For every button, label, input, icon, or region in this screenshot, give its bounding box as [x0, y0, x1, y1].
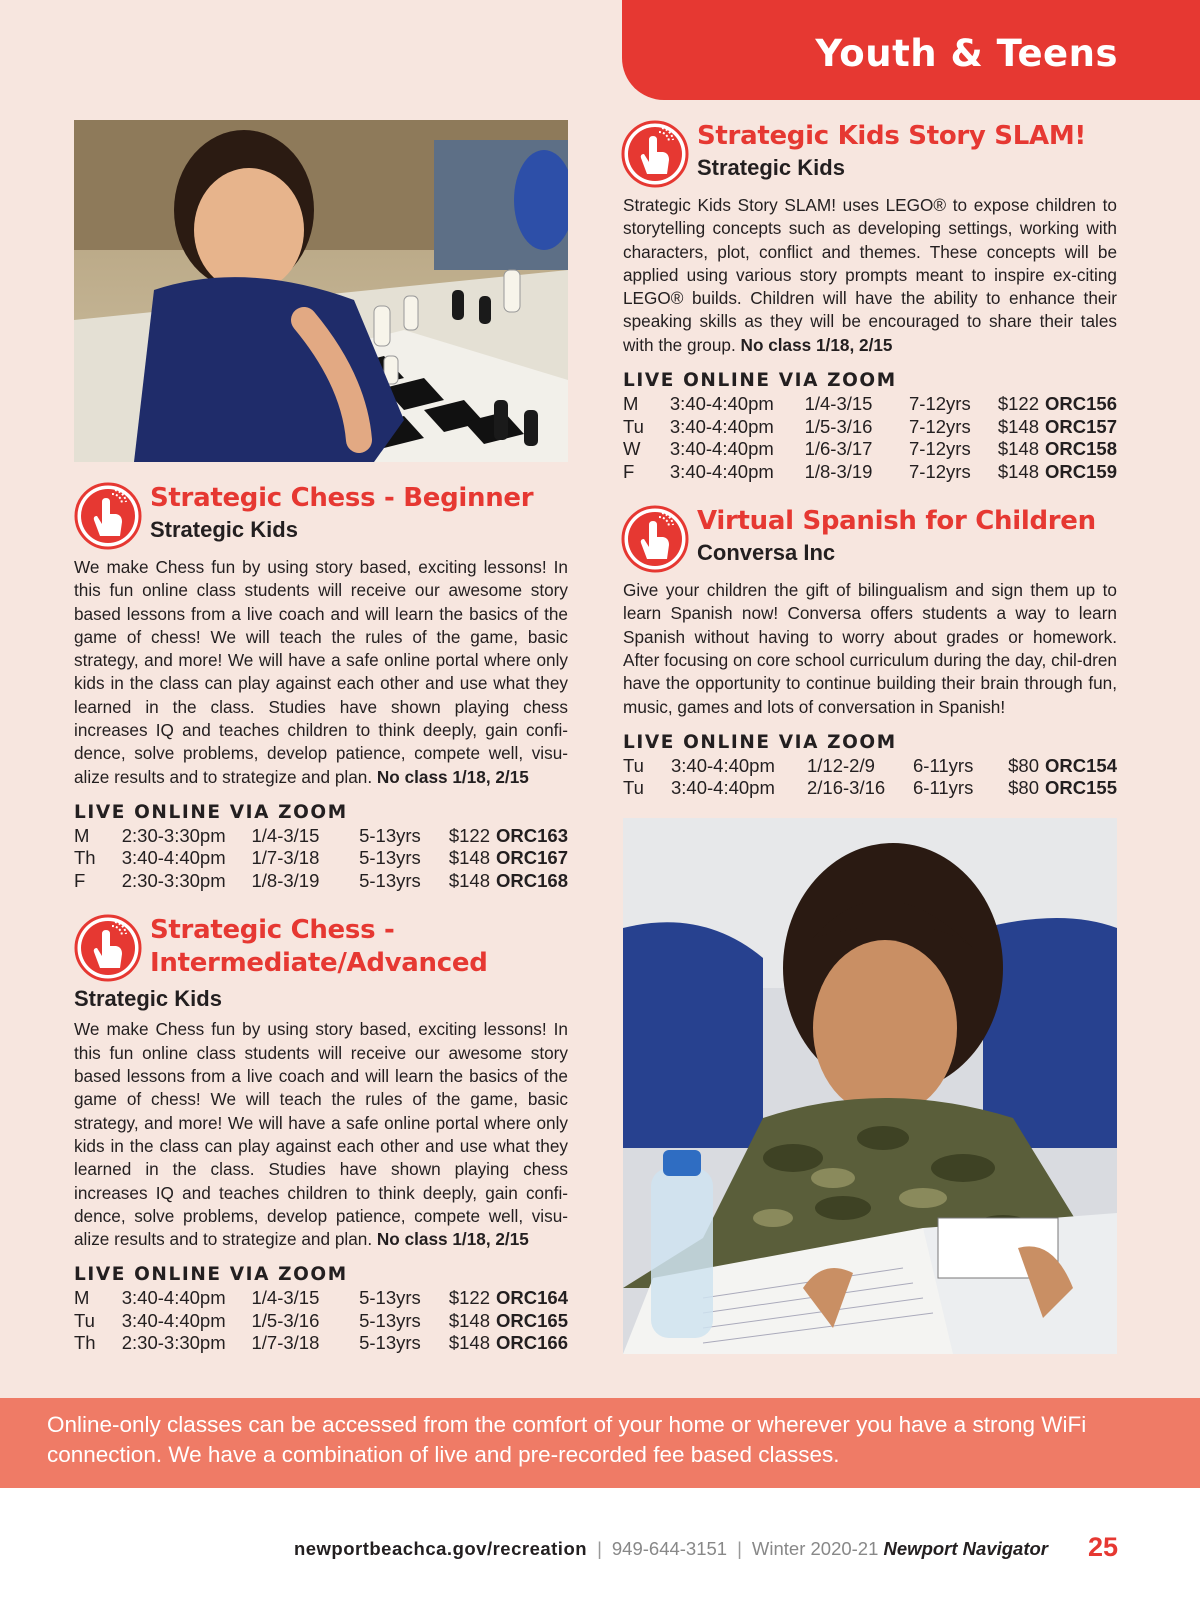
hand-touch-icon [74, 914, 142, 982]
right-column [623, 120, 1117, 1354]
zoom-label: LIVE ONLINE VIA ZOOM [74, 801, 348, 823]
banner-text: Online-only classes can be accessed from the comfort of your home or wherever you have a strong WiFi connection. We have a combination of live and pre-recorded fee based classes. [47, 1412, 1087, 1467]
table-row: Tu 3:40-4:40pm 1/5-3/16 5-13yrs $148 ORC165 [74, 1309, 568, 1331]
footer-phone: 949-644-3151 [611, 1538, 728, 1559]
class-title: Strategic Chess - Beginner [150, 483, 534, 513]
no-class-note: No class 1/18, 2/15 [376, 766, 529, 787]
footer-publication: Newport Navigator [883, 1538, 1048, 1559]
table-row: Tu 3:40-4:40pm 2/16-3/16 6-11yrs $80 ORC155 [623, 777, 1117, 799]
class-description: We make Chess fun by using story based, exciting lessons! In this fun online class students will receive our awesome story based lessons from a live coach and will learn the basics of the game of chess! We will teach the rules of the game, basic strategy, and more! We will have a safe online portal where only kids in the class can play against each other and use what they learned in the class. Studies have shown playing chess increases IQ and teaches children to think deeply, gain confi-dence, solve problems, develop patience, compete well, visu-alize results and to strategize and plan. No class 1/18, 2/15 [74, 1019, 568, 1250]
class-title-line2: Intermediate/Advanced [150, 948, 488, 979]
class-chess-beginner [74, 482, 568, 892]
class-title: Strategic Kids Story SLAM! [697, 121, 1086, 151]
table-row: M 3:40-4:40pm 1/4-3/15 7-12yrs $122 ORC156 [623, 393, 1117, 415]
class-chess-intermediate [74, 914, 568, 1354]
schedule-table [623, 393, 1117, 483]
class-virtual-spanish [623, 505, 1117, 800]
footer-website[interactable]: newportbeachca.gov/recreation [293, 1538, 588, 1559]
footer-season: Winter 2020-21 [751, 1538, 879, 1559]
reading-photo [623, 818, 1117, 1354]
footer-separator: | [737, 1538, 742, 1559]
section-title: Youth & Teens [815, 32, 1118, 75]
zoom-label: LIVE ONLINE VIA ZOOM [74, 1264, 348, 1286]
class-title: Virtual Spanish for Children [697, 506, 1096, 537]
schedule-table [74, 825, 568, 893]
left-column [74, 120, 568, 1355]
hand-touch-icon [621, 505, 689, 573]
class-description: We make Chess fun by using story based, exciting lessons! In this fun online class students will receive our awesome story based lessons from a live coach and will learn the basics of the game of chess! We will teach the rules of the game, basic strategy, and more! We will have a safe online portal where only kids in the class can play against each other and use what they learned in the class. Studies have shown playing chess increases IQ and teaches children to think deeply, gain confi-dence, solve problems, develop patience, compete well, visu-alize results and to strategize and plan. No class 1/18, 2/15 [74, 557, 568, 787]
class-description: Strategic Kids Story SLAM! uses LEGO® to expose children to storytelling concepts such as developing settings, working with characters, plot, conflict and themes. These concepts will be applied using various story prompts meant to inspire ex-citing LEGO® builds. Children will have the ability to enhance their speaking skills as they will be encouraged to share their tales with the group. No class 1/18, 2/15 [623, 195, 1117, 355]
table-row: Th 3:40-4:40pm 1/7-3/18 5-13yrs $148 ORC167 [74, 847, 568, 869]
class-provider: Strategic Kids [697, 155, 845, 180]
class-provider: Strategic Kids [74, 986, 222, 1012]
table-row: F 3:40-4:40pm 1/8-3/19 7-12yrs $148 ORC159 [623, 460, 1117, 482]
section-tab [622, 0, 1200, 100]
no-class-note: No class 1/18, 2/15 [376, 1229, 529, 1250]
hand-touch-icon [74, 482, 142, 550]
class-provider: Strategic Kids [150, 517, 298, 542]
class-description: Give your children the gift of bilingualism and sign them up to learn Spanish now! Conversa offers students a way to learn Spanish without having to worry about grades or homework. After focusing on core school curriculum during the day, chil-dren have the opportunity to continue building their brain through fun, music, games and lots of conversation in Spanish! [623, 580, 1117, 717]
zoom-label: LIVE ONLINE VIA ZOOM [623, 731, 897, 753]
table-row: Th 2:30-3:30pm 1/7-3/18 5-13yrs $148 ORC166 [74, 1332, 568, 1354]
table-row: M 2:30-3:30pm 1/4-3/15 5-13yrs $122 ORC163 [74, 824, 568, 846]
chess-photo [74, 120, 568, 462]
hand-touch-icon [621, 120, 689, 188]
no-class-note: No class 1/18, 2/15 [740, 334, 893, 355]
schedule-table [623, 755, 1117, 800]
zoom-label: LIVE ONLINE VIA ZOOM [623, 370, 897, 392]
class-story-slam [623, 120, 1117, 483]
table-row: F 2:30-3:30pm 1/8-3/19 5-13yrs $148 ORC168 [74, 869, 568, 891]
table-row: M 3:40-4:40pm 1/4-3/15 5-13yrs $122 ORC164 [74, 1287, 568, 1309]
info-banner [0, 1398, 1200, 1488]
page-footer [0, 1528, 1200, 1568]
table-row: Tu 3:40-4:40pm 1/12-2/9 6-11yrs $80 ORC154 [623, 754, 1117, 776]
footer-separator: | [597, 1538, 602, 1559]
footer-text [294, 1538, 1048, 1560]
table-row: W 3:40-4:40pm 1/6-3/17 7-12yrs $148 ORC158 [623, 438, 1117, 460]
class-provider: Conversa Inc [697, 540, 836, 566]
table-row: Tu 3:40-4:40pm 1/5-3/16 7-12yrs $148 ORC157 [623, 415, 1117, 437]
page-number: 25 [1087, 1532, 1118, 1562]
class-title-line1: Strategic Chess - [150, 915, 395, 946]
schedule-table [74, 1287, 568, 1355]
